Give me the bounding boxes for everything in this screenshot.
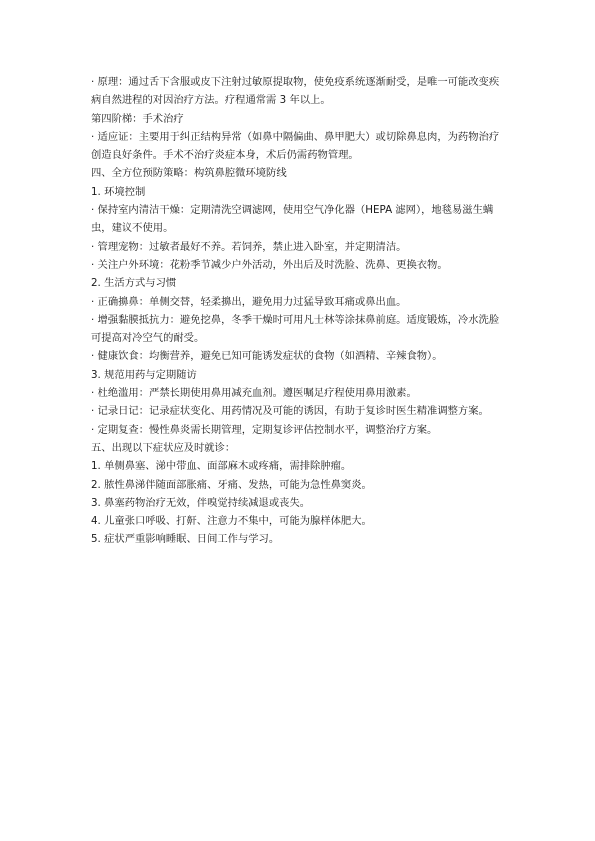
bullet-pets: · 管理宠物：过敏者最好不养。若饲养，禁止进入卧室，并定期清洁。 [91, 240, 407, 253]
paragraph-principle: · 原理：通过舌下含服或皮下注射过敏原提取物，使免疫系统逐渐耐受，是唯一可能改变疾病自然进程的对因治疗方法。疗程通常需 3 年以上。 [91, 76, 500, 107]
bullet-outdoor: · 关注户外环境：花粉季节减少户外活动，外出后及时洗脸、洗鼻、更换衣物。 [91, 258, 448, 271]
section-heading-prevention: 四、全方位预防策略：构筑鼻腔微环境防线 [91, 167, 287, 180]
bullet-diet: · 健康饮食：均衡营养，避免已知可能诱发症状的食物（如酒精、辛辣食物）。 [91, 350, 443, 363]
list-item-4: 4. 儿童张口呼吸、打鼾、注意力不集中，可能为腺样体肥大。 [91, 515, 372, 528]
section-heading-seek-care: 五、出现以下症状应及时就诊： [91, 441, 236, 454]
bullet-no-abuse: · 杜绝滥用：严禁长期使用鼻用减充血剂。遵医嘱足疗程使用鼻用激素。 [91, 387, 417, 400]
subheading-medication: 3. 规范用药与定期随访 [91, 368, 197, 381]
subheading-environment: 1. 环境控制 [91, 185, 146, 198]
bullet-clean-dry: · 保持室内清洁干燥：定期清洗空调滤网，使用空气净化器（HEPA 滤网），地毯易滋生螨虫，建议不使用。 [91, 204, 494, 235]
bullet-mucosa: · 增强黏膜抵抗力：避免挖鼻，冬季干燥时可用凡士林等涂抹鼻前庭。适度锻炼，冷水洗脸可提高对冷空气的耐受。 [91, 313, 500, 345]
list-item-2: 2. 脓性鼻涕伴随面部胀痛、牙痛、发热，可能为急性鼻窦炎。 [91, 478, 372, 491]
bullet-diary: · 记录日记：记录症状变化、用药情况及可能的诱因，有助于复诊时医生精准调整方案。 [91, 405, 489, 418]
bullet-review: · 定期复查：慢性鼻炎需长期管理，定期复诊评估控制水平，调整治疗方案。 [91, 423, 438, 436]
subheading-lifestyle: 2. 生活方式与习惯 [91, 277, 177, 290]
heading-step-four: 第四阶梯：手术治疗 [91, 112, 184, 125]
bullet-blowing-nose: · 正确擤鼻：单侧交替，轻柔擤出，避免用力过猛导致耳痛或鼻出血。 [91, 295, 407, 308]
list-item-1: 1. 单侧鼻塞、涕中带血、面部麻木或疼痛，需排除肿瘤。 [91, 460, 352, 473]
paragraph-indication: · 适应证：主要用于纠正结构异常（如鼻中隔偏曲、鼻甲肥大）或切除鼻息肉，为药物治疗创造良好条件。手术不治疗炎症本身，术后仍需药物管理。 [91, 130, 500, 162]
document-body [91, 73, 509, 549]
list-item-5: 5. 症状严重影响睡眠、日间工作与学习。 [91, 533, 280, 546]
list-item-3: 3. 鼻塞药物治疗无效，伴嗅觉持续减退或丧失。 [91, 496, 311, 509]
